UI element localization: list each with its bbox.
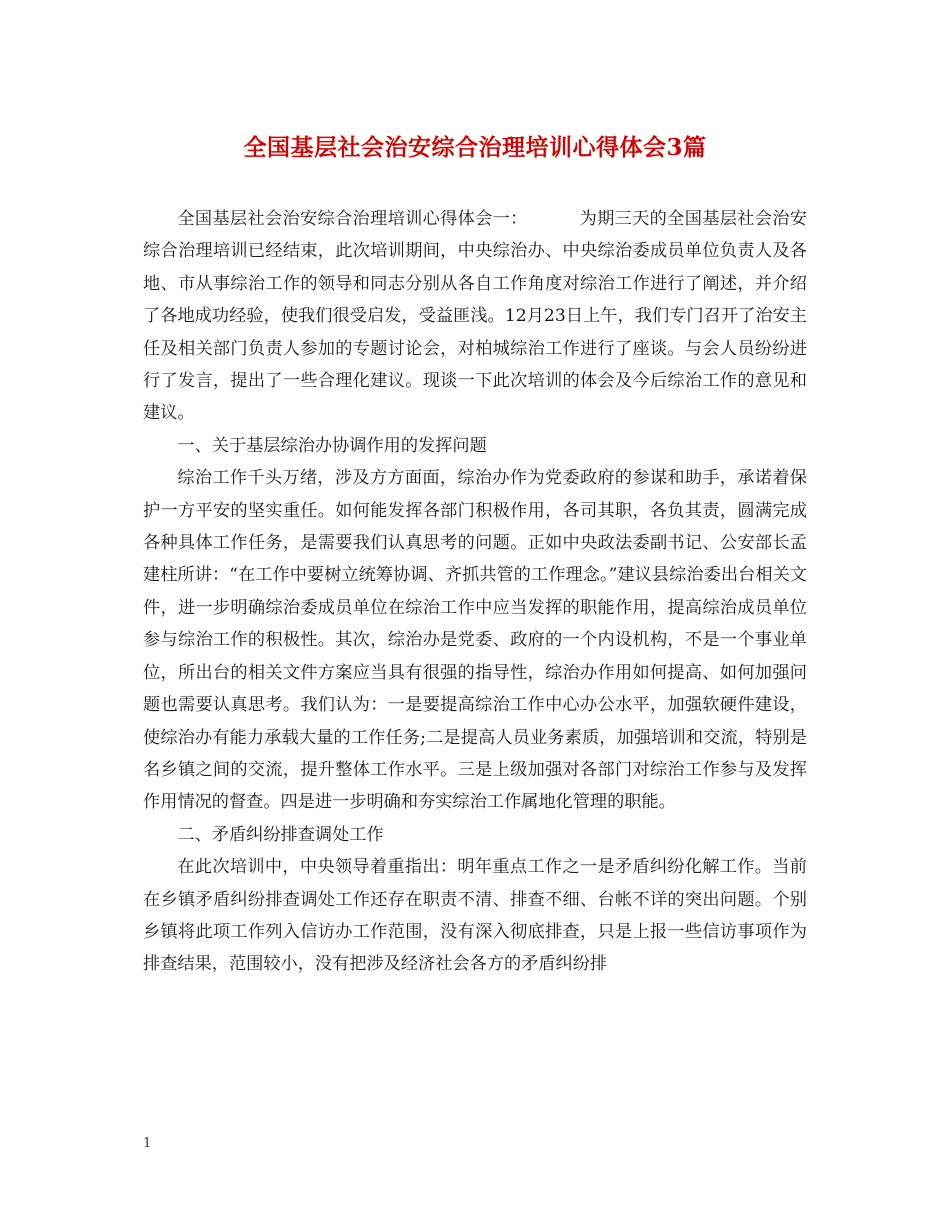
section-paragraph-2: 在此次培训中，中央领导着重指出：明年重点工作之一是矛盾纠纷化解工作。当前在乡镇矛盾纠纷排查调处工作还存在职责不清、排查不细、台帐不详的突出问题。个别乡镇将此项工作列入信访办工作范围，没有深入彻底排查，只是上报一些信访事项作为排查结果，范围较小，没有把涉及经济社会各方的矛盾纠纷排: [143, 857, 807, 975]
section-heading-2: 二、矛盾纠纷排查调处工作: [177, 824, 384, 845]
page-number: 1: [143, 1136, 152, 1151]
intro-text: 为期三天的全国基层社会治安综合治理培训已经结束，此次培训期间，中央综治办、中央综治委成员单位负责人及各地、市从事综治工作的领导和同志分别从各自工作角度对综治工作进行了阐述，并介绍了各地成功经验，使我们很受启发，受益匪浅。12月23日上午，我们专门召开了治安主任及相关部门负责人参加的专题讨论会，对柏城综治工作进行了座谈。与会人员纷纷进行了发言，提出了一些合理化建议。现谈一下此次培训的体会及今后综治工作的意见和建议。: [143, 209, 807, 424]
intro-label: 全国基层社会治安综合治理培训心得体会一：: [177, 209, 528, 229]
document-body: [143, 203, 807, 981]
section-heading-1: 一、关于基层综治办协调作用的发挥问题: [177, 435, 487, 456]
section-paragraph-1: 综治工作千头万绪，涉及方方面面，综治办作为党委政府的参谋和助手，承诺着保护一方平安的坚实重任。如何能发挥各部门积极作用，各司其职，各负其责，圆满完成各种具体工作任务，是需要我们认真思考的问题。正如中央政法委副书记、公安部长孟建柱所讲：“在工作中要树立统筹协调、齐抓共管的工作理念。”建议县综治委出台相关文件，进一步明确综治委成员单位在综治工作中应当发挥的职能作用，提高综治成员单位参与综治工作的积极性。其次，综治办是党委、政府的一个内设机构，不是一个事业单位，所出台的相关文件方案应当具有很强的指导性，综治办作用如何提高、如何加强问题也需要认真思考。我们认为：一是要提高综治工作中心办公水平，加强软硬件建设，使综治办有能力承载大量的工作任务;二是提高人员业务素质，加强培训和交流，特别是名乡镇之间的交流，提升整体工作水平。三是上级加强对各部门对综治工作参与及发挥作用情况的督查。四是进一步明确和夯实综治工作属地化管理的职能。: [143, 468, 807, 813]
intro-paragraph: [143, 203, 807, 430]
document-title: 全国基层社会治安综合治理培训心得体会3篇: [243, 134, 707, 161]
